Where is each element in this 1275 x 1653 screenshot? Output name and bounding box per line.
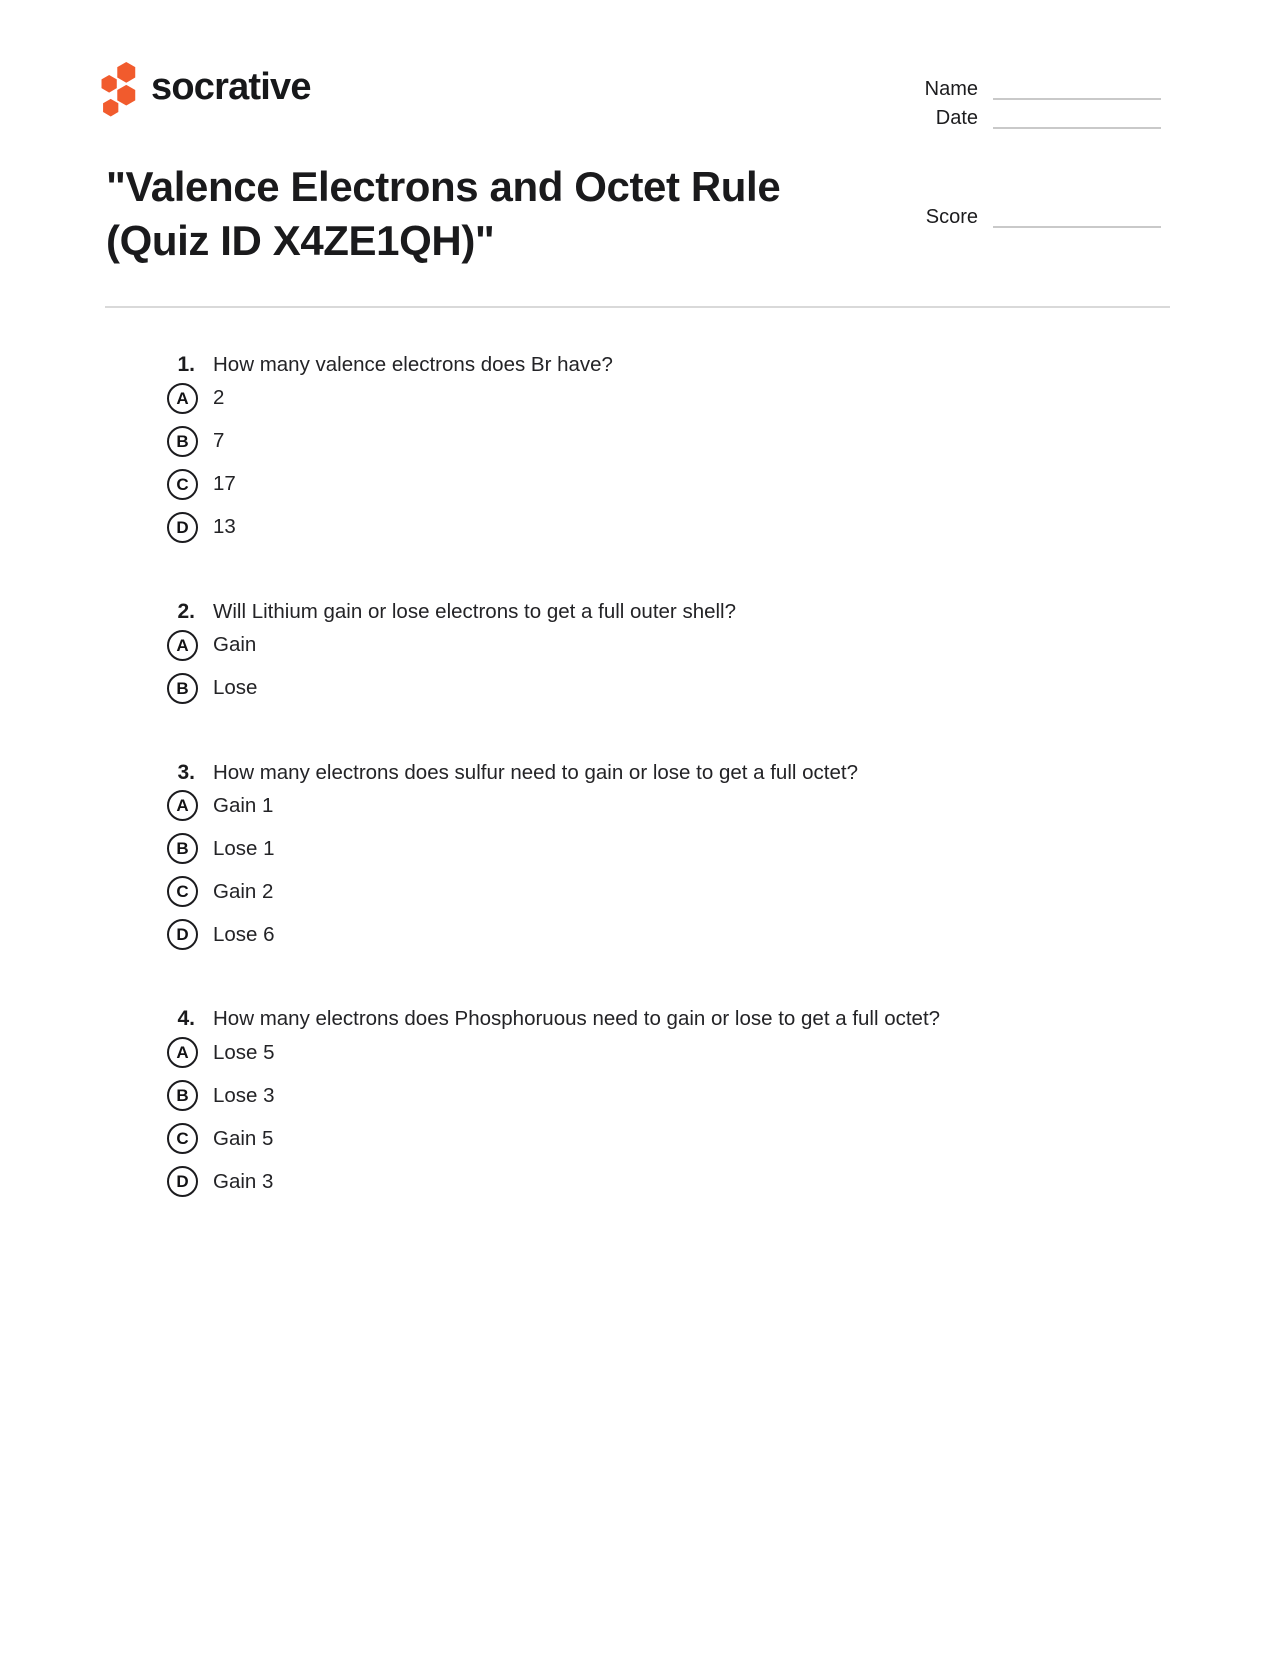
answer-letter-bubble	[167, 919, 198, 950]
option-text: Lose 6	[213, 922, 275, 946]
question-number: 3.	[177, 760, 195, 784]
answer-letter-bubble	[167, 1166, 198, 1197]
question-block	[105, 352, 1170, 543]
date-label: Date	[935, 107, 978, 129]
answer-option-row	[105, 790, 1170, 821]
answer-option-row	[105, 1080, 1170, 1111]
answer-option-row	[105, 1166, 1170, 1197]
option-text: Lose	[213, 676, 258, 700]
answer-letter-bubble	[167, 630, 198, 661]
option-letter: C	[176, 1129, 189, 1149]
option-text: 2	[213, 386, 225, 410]
option-list	[105, 790, 1170, 950]
question-text: Will Lithium gain or lose electrons to get a full outer shell?	[213, 599, 737, 623]
option-letter: B	[176, 431, 189, 451]
question-number: 2.	[177, 599, 195, 623]
score-field	[870, 204, 1161, 228]
answer-letter-bubble	[167, 383, 198, 414]
score-label: Score	[925, 206, 978, 228]
question-head	[105, 760, 1170, 786]
student-info-fields	[870, 76, 1161, 134]
option-list	[105, 1037, 1170, 1197]
option-letter: C	[176, 474, 189, 494]
answer-letter-bubble	[167, 790, 198, 821]
date-write-in-line	[993, 113, 1161, 129]
score-write-in-line	[993, 212, 1161, 228]
option-letter: D	[176, 1172, 189, 1192]
question-block	[105, 1006, 1170, 1197]
answer-option-row	[105, 673, 1170, 704]
option-text: Gain 5	[213, 1126, 274, 1150]
answer-letter-bubble	[167, 1080, 198, 1111]
question-head	[105, 1006, 1170, 1032]
question-text: How many electrons does Phosphoruous need to gain or lose to get a full octet?	[213, 1007, 941, 1031]
option-letter: D	[176, 517, 189, 537]
option-text: Lose 3	[213, 1083, 275, 1107]
option-text: Gain 1	[213, 793, 274, 817]
question-head	[105, 352, 1170, 378]
option-text: Lose 1	[213, 836, 275, 860]
answer-option-row	[105, 512, 1170, 543]
name-write-in-line	[993, 84, 1161, 100]
option-letter: B	[176, 839, 189, 859]
option-text: Lose 5	[213, 1040, 275, 1064]
question-number: 1.	[177, 353, 195, 376]
answer-letter-bubble	[167, 833, 198, 864]
option-letter: B	[176, 678, 189, 698]
answer-option-row	[105, 630, 1170, 661]
option-text: 17	[213, 472, 236, 496]
option-text: 7	[213, 429, 225, 453]
header-divider	[105, 306, 1170, 308]
name-field	[870, 76, 1161, 100]
answer-option-row	[105, 1037, 1170, 1068]
option-letter: A	[176, 388, 189, 408]
answer-letter-bubble	[167, 512, 198, 543]
hexagon-cluster-icon	[100, 62, 138, 118]
answer-option-row	[105, 833, 1170, 864]
answer-option-row	[105, 469, 1170, 500]
score-field-block	[870, 204, 1161, 233]
answer-option-row	[105, 426, 1170, 457]
option-text: Gain	[213, 633, 257, 657]
answer-letter-bubble	[167, 469, 198, 500]
answer-option-row	[105, 1123, 1170, 1154]
question-block	[105, 599, 1170, 704]
option-letter: C	[176, 882, 189, 902]
answer-letter-bubble	[167, 876, 198, 907]
option-text: 13	[213, 515, 236, 539]
option-text: Gain 3	[213, 1169, 274, 1193]
answer-letter-bubble	[167, 426, 198, 457]
name-label: Name	[924, 78, 978, 100]
option-letter: A	[176, 796, 189, 816]
option-text: Gain 2	[213, 879, 274, 903]
answer-option-row	[105, 876, 1170, 907]
answer-letter-bubble	[167, 1123, 198, 1154]
option-list	[105, 383, 1170, 543]
option-letter: A	[176, 1043, 189, 1063]
option-letter: D	[176, 925, 189, 945]
quiz-title: "Valence Electrons and Octet Rule (Quiz ID X4ZE1QH)"	[106, 163, 781, 264]
date-field	[870, 105, 1161, 129]
brand-name: socrative	[151, 66, 311, 108]
question-text: How many valence electrons does Br have?	[213, 353, 613, 376]
answer-option-row	[105, 919, 1170, 950]
question-number: 4.	[177, 1007, 195, 1031]
option-letter: A	[176, 635, 189, 655]
question-head	[105, 599, 1170, 625]
option-list	[105, 630, 1170, 704]
answer-letter-bubble	[167, 673, 198, 704]
socrative-logo	[100, 62, 311, 118]
answer-option-row	[105, 383, 1170, 414]
answer-letter-bubble	[167, 1037, 198, 1068]
question-block	[105, 760, 1170, 951]
option-letter: B	[176, 1086, 189, 1106]
question-text: How many electrons does sulfur need to gain or lose to get a full octet?	[213, 760, 858, 784]
question-list	[105, 335, 1170, 1253]
